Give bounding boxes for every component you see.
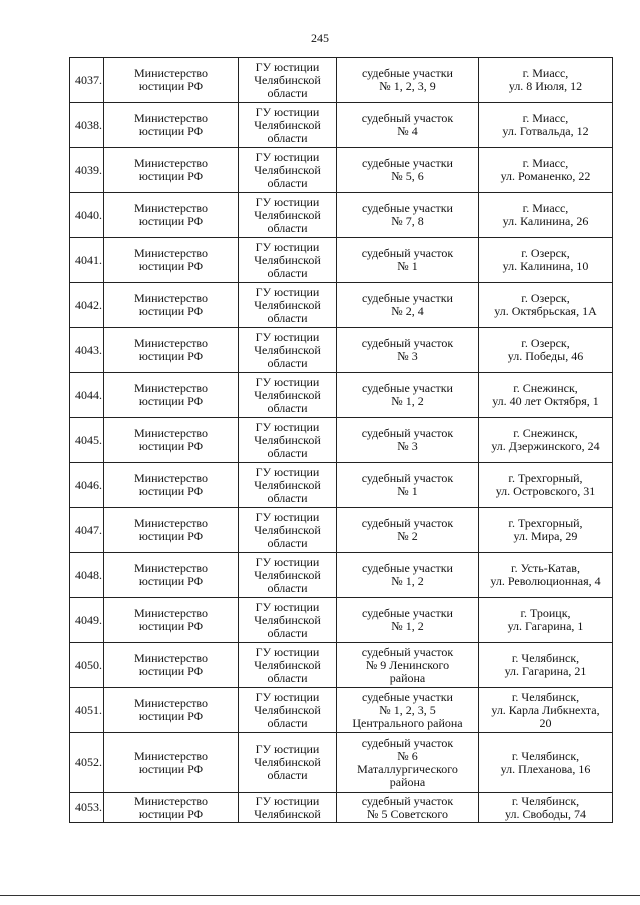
table-row <box>70 553 613 598</box>
agency-line: ГУ юстиции <box>255 419 320 434</box>
object-line: судебный участок <box>361 246 454 260</box>
ministry-line: Министерство <box>134 336 208 350</box>
agency-line: Челябинской <box>254 387 321 402</box>
object-line: № 1, 2, 3, 9 <box>379 79 436 93</box>
cell-object <box>337 283 479 328</box>
row-number: 4051. <box>70 688 104 733</box>
row-number: 4048. <box>70 553 104 598</box>
address-line: ул. Калинина, 10 <box>502 259 589 273</box>
cell-address <box>479 793 613 823</box>
cell-object <box>337 373 479 418</box>
table-row <box>70 598 613 643</box>
cell-agency <box>239 238 337 283</box>
object-line: № 2 <box>397 529 418 543</box>
object-line: № 1, 2 <box>391 574 424 588</box>
object-line: № 1, 2 <box>391 394 424 408</box>
table-row <box>70 283 613 328</box>
object-line: судебный участок <box>361 471 454 485</box>
cell-address <box>479 58 613 103</box>
ministry-line: Министерство <box>134 696 208 710</box>
object-line: № 2, 4 <box>391 304 424 318</box>
table-row <box>70 793 613 823</box>
address-line: ул. Готвальда, 12 <box>502 124 589 138</box>
address-line: г. Челябинск, <box>511 793 580 808</box>
address-line: г. Миасс, <box>522 111 569 125</box>
ministry-line: юстиции РФ <box>138 574 204 588</box>
row-number: 4040. <box>70 193 104 238</box>
cell-ministry <box>104 148 239 193</box>
address-line: г. Озерск, <box>521 336 570 350</box>
address-line: ул. Мира, 29 <box>513 529 578 543</box>
object-line: судебный участок <box>361 644 454 659</box>
object-line: № 5 Советского <box>367 806 448 821</box>
cell-object <box>337 193 479 238</box>
ministry-line: Министерство <box>134 291 208 305</box>
agency-line: Челябинской <box>254 117 321 132</box>
cell-object <box>337 238 479 283</box>
address-line: ул. Революционная, 4 <box>490 574 601 588</box>
cell-object <box>337 688 479 733</box>
ministry-line: юстиции РФ <box>138 304 204 318</box>
cell-address <box>479 508 613 553</box>
address-line: г. Миасс, <box>522 201 569 215</box>
address-line: г. Озерск, <box>521 246 570 260</box>
table-row <box>70 238 613 283</box>
address-line: г. Снежинск, <box>513 381 578 395</box>
agency-line: Челябинской <box>254 755 321 769</box>
ministry-line: юстиции РФ <box>138 439 204 453</box>
cell-ministry <box>104 508 239 553</box>
ministry-line: Министерство <box>134 651 208 665</box>
address-line: ул. 8 Июля, 12 <box>508 79 583 93</box>
address-line: ул. Островского, 31 <box>495 484 596 498</box>
ministry-line: юстиции РФ <box>138 619 204 633</box>
ministry-line: юстиции РФ <box>138 529 204 543</box>
cell-address <box>479 283 613 328</box>
object-line: судебные участки <box>362 156 453 170</box>
ministry-line: Министерство <box>134 246 208 260</box>
agency-line: Челябинской <box>254 612 321 627</box>
agency-line: области <box>267 265 308 280</box>
object-line: судебный участок <box>361 111 454 125</box>
agency-line: области <box>267 670 308 685</box>
address-line: г. Озерск, <box>521 291 570 305</box>
object-line: № 4 <box>397 124 418 138</box>
row-number: 4037. <box>70 58 104 103</box>
agency-line: Челябинской <box>254 806 321 821</box>
ministry-line: юстиции РФ <box>138 349 204 363</box>
object-line: № 1 <box>397 484 418 498</box>
cell-agency <box>239 688 337 733</box>
row-number: 4045. <box>70 418 104 463</box>
cell-agency <box>239 463 337 508</box>
agency-line: ГУ юстиции <box>255 104 320 119</box>
agency-line: Челябинской <box>254 252 321 267</box>
cell-address <box>479 418 613 463</box>
table-row <box>70 733 613 793</box>
agency-line: Челябинской <box>254 342 321 357</box>
agency-line: ГУ юстиции <box>255 793 320 808</box>
cell-agency <box>239 508 337 553</box>
object-line: судебный участок <box>361 735 454 750</box>
address-line: ул. Победы, 46 <box>507 349 584 363</box>
row-number: 4043. <box>70 328 104 373</box>
cell-ministry <box>104 103 239 148</box>
ministry-line: юстиции РФ <box>138 259 204 273</box>
cell-object <box>337 793 479 823</box>
ministry-line: Министерство <box>134 381 208 395</box>
bottom-rule <box>0 895 640 896</box>
ministry-line: Министерство <box>134 748 208 763</box>
object-line: № 1 <box>397 259 418 273</box>
cell-object <box>337 58 479 103</box>
page-number: 245 <box>311 31 329 45</box>
cell-address <box>479 688 613 733</box>
registry-table <box>69 57 613 823</box>
address-line: г. Троицк, <box>520 606 571 620</box>
cell-ministry <box>104 328 239 373</box>
cell-object <box>337 598 479 643</box>
ministry-line: юстиции РФ <box>138 484 204 498</box>
ministry-line: Министерство <box>134 561 208 575</box>
object-line: судебные участки <box>362 606 453 620</box>
address-line: ул. Дзержинского, 24 <box>491 439 600 453</box>
ministry-line: Министерство <box>134 156 208 170</box>
cell-agency <box>239 598 337 643</box>
address-line: ул. Гагарина, 1 <box>507 619 584 633</box>
agency-line: области <box>267 445 308 460</box>
object-line: № 5, 6 <box>391 169 424 183</box>
cell-object <box>337 103 479 148</box>
row-number: 4039. <box>70 148 104 193</box>
cell-address <box>479 373 613 418</box>
address-line: г. Миасс, <box>522 156 569 170</box>
table-row <box>70 418 613 463</box>
object-line: судебный участок <box>361 516 454 530</box>
object-line: № 3 <box>397 349 418 363</box>
agency-line: Челябинской <box>254 162 321 177</box>
cell-agency <box>239 193 337 238</box>
cell-agency <box>239 148 337 193</box>
object-line: № 1, 2 <box>391 619 424 633</box>
cell-agency <box>239 58 337 103</box>
agency-line: ГУ юстиции <box>255 464 320 479</box>
cell-object <box>337 328 479 373</box>
cell-object <box>337 148 479 193</box>
object-line: судебный участок <box>361 336 454 350</box>
agency-line: ГУ юстиции <box>255 644 320 659</box>
ministry-line: юстиции РФ <box>138 394 204 408</box>
cell-ministry <box>104 238 239 283</box>
row-number: 4053. <box>70 793 104 823</box>
cell-address <box>479 148 613 193</box>
row-number: 4038. <box>70 103 104 148</box>
address-line: г. Снежинск, <box>513 426 578 440</box>
ministry-line: юстиции РФ <box>138 761 204 776</box>
row-number: 4042. <box>70 283 104 328</box>
cell-address <box>479 103 613 148</box>
address-line: ул. 40 лет Октября, 1 <box>492 394 599 408</box>
cell-agency <box>239 553 337 598</box>
cell-address <box>479 643 613 688</box>
ministry-line: Министерство <box>134 201 208 215</box>
row-number: 4041. <box>70 238 104 283</box>
ministry-line: Министерство <box>134 516 208 530</box>
object-line: Маталлургического <box>357 761 458 776</box>
table-row <box>70 373 613 418</box>
table-row <box>70 103 613 148</box>
object-line: судебный участок <box>361 793 454 808</box>
ministry-line: Министерство <box>134 471 208 485</box>
agency-line: ГУ юстиции <box>255 599 320 614</box>
agency-line: ГУ юстиции <box>255 239 320 254</box>
table-row <box>70 643 613 688</box>
cell-agency <box>239 373 337 418</box>
cell-ministry <box>104 793 239 823</box>
cell-agency <box>239 328 337 373</box>
agency-line: области <box>267 580 308 595</box>
agency-line: Челябинской <box>254 207 321 222</box>
object-line: судебные участки <box>362 381 453 395</box>
object-line: Центрального района <box>352 715 463 730</box>
row-number: 4049. <box>70 598 104 643</box>
object-line: судебные участки <box>362 201 453 215</box>
cell-agency <box>239 418 337 463</box>
table-row <box>70 688 613 733</box>
ministry-line: юстиции РФ <box>138 709 204 723</box>
object-line: судебный участок <box>361 426 454 440</box>
ministry-line: юстиции РФ <box>138 214 204 228</box>
row-number: 4046. <box>70 463 104 508</box>
agency-line: Челябинской <box>254 522 321 537</box>
agency-line: ГУ юстиции <box>255 689 320 704</box>
address-line: г. Миасс, <box>522 66 569 80</box>
cell-object <box>337 733 479 793</box>
ministry-line: юстиции РФ <box>138 169 204 183</box>
agency-line: области <box>267 220 308 235</box>
object-line: судебные участки <box>362 291 453 305</box>
agency-line: области <box>267 355 308 370</box>
cell-ministry <box>104 283 239 328</box>
registry-body <box>70 58 613 823</box>
cell-ministry <box>104 193 239 238</box>
ministry-line: Министерство <box>134 111 208 125</box>
cell-ministry <box>104 58 239 103</box>
object-line: района <box>389 670 426 685</box>
address-line: г. Челябинск, <box>511 748 580 763</box>
ministry-line: Министерство <box>134 426 208 440</box>
cell-agency <box>239 733 337 793</box>
agency-line: области <box>267 768 308 782</box>
ministry-line: Министерство <box>134 793 208 808</box>
address-line: г. Трехгорный, <box>508 471 583 485</box>
agency-line: области <box>267 535 308 550</box>
cell-object <box>337 643 479 688</box>
ministry-line: Министерство <box>134 606 208 620</box>
ministry-line: юстиции РФ <box>138 806 204 821</box>
agency-line: ГУ юстиции <box>255 742 320 756</box>
object-line: судебные участки <box>362 561 453 575</box>
agency-line: ГУ юстиции <box>255 194 320 209</box>
address-line: ул. Гагарина, 21 <box>504 664 587 678</box>
cell-address <box>479 238 613 283</box>
address-line: ул. Плеханова, 16 <box>500 761 591 776</box>
cell-ministry <box>104 553 239 598</box>
cell-ministry <box>104 688 239 733</box>
object-line: № 3 <box>397 439 418 453</box>
address-line: ул. Октябрьская, 1А <box>494 304 597 318</box>
agency-line: области <box>267 625 308 640</box>
agency-line: ГУ юстиции <box>255 284 320 299</box>
object-line: № 9 Ленинского <box>365 657 450 672</box>
agency-line: ГУ юстиции <box>255 554 320 569</box>
cell-address <box>479 553 613 598</box>
agency-line: области <box>267 130 308 145</box>
agency-line: ГУ юстиции <box>255 509 320 524</box>
cell-ministry <box>104 733 239 793</box>
agency-line: области <box>267 715 308 730</box>
table-row <box>70 193 613 238</box>
cell-object <box>337 463 479 508</box>
address-line: г. Трехгорный, <box>508 516 583 530</box>
agency-line: Челябинской <box>254 702 321 717</box>
agency-line: ГУ юстиции <box>255 374 320 389</box>
agency-line: области <box>267 310 308 325</box>
cell-ministry <box>104 418 239 463</box>
address-line: г. Челябинск, <box>511 689 580 704</box>
cell-object <box>337 553 479 598</box>
ministry-line: Министерство <box>134 66 208 80</box>
object-line: судебные участки <box>362 66 453 80</box>
table-row <box>70 508 613 553</box>
ministry-line: юстиции РФ <box>138 124 204 138</box>
table-row <box>70 148 613 193</box>
address-line: 20 <box>539 715 552 730</box>
cell-object <box>337 418 479 463</box>
agency-line: области <box>267 175 308 190</box>
agency-line: Челябинской <box>254 432 321 447</box>
ministry-line: юстиции РФ <box>138 664 204 678</box>
cell-agency <box>239 643 337 688</box>
address-line: г. Челябинск, <box>511 651 580 665</box>
object-line: района <box>389 774 426 789</box>
cell-address <box>479 463 613 508</box>
address-line: ул. Свободы, 74 <box>505 806 586 821</box>
agency-line: ГУ юстиции <box>255 149 320 164</box>
object-line: № 7, 8 <box>391 214 424 228</box>
agency-line: Челябинской <box>254 477 321 492</box>
address-line: ул. Карла Либкнехта, <box>491 702 600 717</box>
table-row <box>70 463 613 508</box>
address-line: г. Усть-Катав, <box>511 561 580 575</box>
agency-line: Челябинской <box>254 657 321 672</box>
address-line: ул. Романенко, 22 <box>500 169 591 183</box>
cell-address <box>479 733 613 793</box>
cell-ministry <box>104 373 239 418</box>
cell-address <box>479 328 613 373</box>
agency-line: области <box>267 85 308 100</box>
cell-address <box>479 598 613 643</box>
object-line: № 6 <box>397 748 418 763</box>
row-number: 4050. <box>70 643 104 688</box>
agency-line: ГУ юстиции <box>255 59 320 74</box>
agency-line: Челябинской <box>254 72 321 87</box>
ministry-line: юстиции РФ <box>138 79 204 93</box>
agency-line: Челябинской <box>254 297 321 312</box>
row-number: 4052. <box>70 733 104 793</box>
agency-line: области <box>267 400 308 415</box>
cell-agency <box>239 103 337 148</box>
object-line: судебные участки <box>362 689 453 704</box>
cell-ministry <box>104 598 239 643</box>
table-row <box>70 328 613 373</box>
cell-ministry <box>104 643 239 688</box>
cell-address <box>479 193 613 238</box>
agency-line: области <box>267 490 308 505</box>
agency-line: ГУ юстиции <box>255 329 320 344</box>
address-line: ул. Калинина, 26 <box>502 214 589 228</box>
row-number: 4047. <box>70 508 104 553</box>
object-line: № 1, 2, 3, 5 <box>379 702 436 717</box>
cell-agency <box>239 793 337 823</box>
cell-object <box>337 508 479 553</box>
cell-ministry <box>104 463 239 508</box>
table-row <box>70 58 613 103</box>
cell-agency <box>239 283 337 328</box>
row-number: 4044. <box>70 373 104 418</box>
agency-line: Челябинской <box>254 567 321 582</box>
